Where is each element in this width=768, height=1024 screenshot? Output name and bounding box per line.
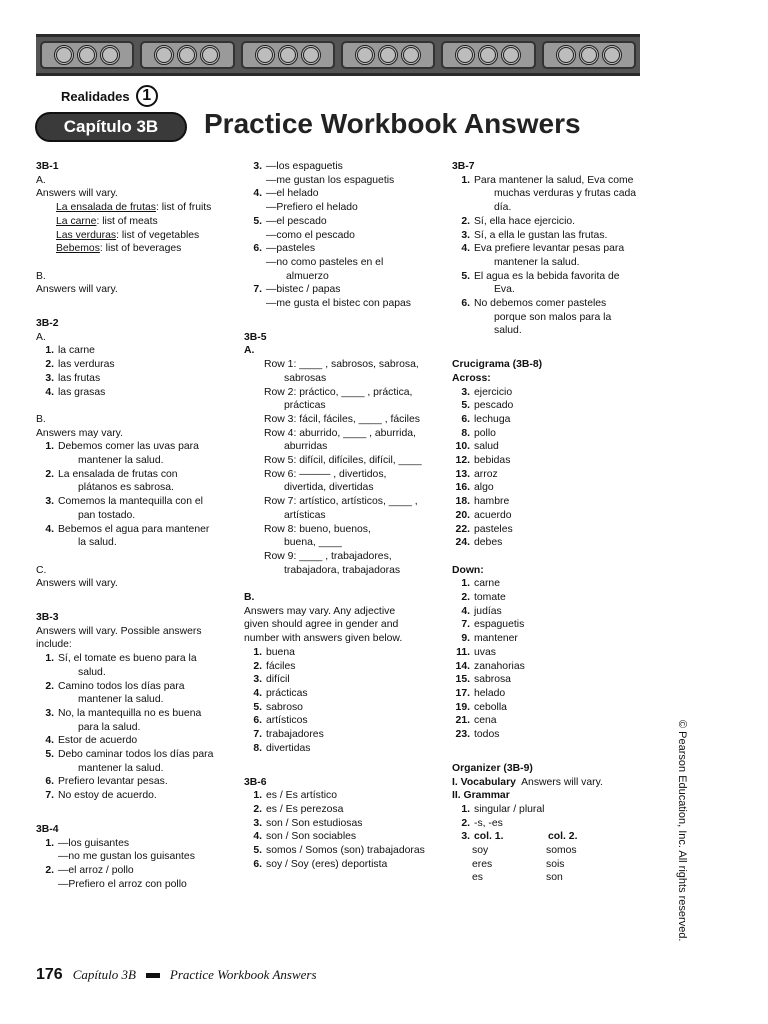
list-item: 3. ejercicio <box>461 386 513 398</box>
list-item: 2. -s, -es <box>461 817 503 829</box>
list-item: 21. cena <box>455 715 497 727</box>
list-item: 16. algo <box>455 482 494 494</box>
part-label: A. <box>36 331 46 343</box>
list-item: 5. pescado <box>461 400 514 412</box>
list-item: 19. cebolla <box>455 701 507 713</box>
list-item: La carne: list of meats <box>56 215 158 227</box>
section-title: 3B-3 <box>36 612 59 624</box>
page-title: Practice Workbook Answers <box>204 108 581 139</box>
list-item: 7. espaguetis <box>461 619 525 631</box>
list-item: 24. debes <box>455 537 503 549</box>
list-item: 4. Bebemos el agua para mantener la salud. <box>45 523 210 549</box>
banner-tile <box>40 41 134 69</box>
sub-heading: Across: <box>452 372 491 384</box>
section-title: 3B-4 <box>36 823 59 835</box>
list-item: 2. es / Es perezosa <box>253 803 344 815</box>
decorative-banner <box>36 34 640 76</box>
section-title: Crucigrama (3B-8) <box>452 359 543 371</box>
section-title: 3B-7 <box>452 161 475 172</box>
list-item: 3. —los espaguetis —me gustan los espaguetis <box>253 161 395 186</box>
list-item: 15. sabrosa <box>455 674 511 686</box>
list-item: 22. pasteles <box>455 523 513 535</box>
list-item: 12. bebidas <box>455 455 511 467</box>
answer-text: Answers may vary. Any adjective <box>244 605 396 617</box>
list-item: La ensalada de frutas: list of fruits <box>56 202 212 214</box>
banner-tile <box>441 41 535 69</box>
banner-tile <box>241 41 335 69</box>
answer-text: include: <box>36 639 72 651</box>
list-item: 5. Debo caminar todos los días para mantener la salud. <box>45 749 214 774</box>
list-item: 3. No, la mantequilla no es buena para la salud. <box>45 707 202 733</box>
list-item: 4. judías <box>461 605 502 617</box>
list-item: 8. pollo <box>461 427 496 439</box>
answer-text: Answers will vary. <box>36 188 118 200</box>
list-item: 6. No debemos comer pasteles porque son malos para la salud. <box>461 298 612 337</box>
list-item: 2. La ensalada de frutas con plátanos es sabrosa. <box>45 468 178 494</box>
list-item: 6. artísticos <box>253 715 308 727</box>
list-item: 1. Debemos comer las uvas para mantener la salud. <box>45 441 199 467</box>
list-item: 2. tomate <box>461 592 506 604</box>
column-2 <box>244 160 444 871</box>
answer-text: given should agree in gender and <box>244 619 399 631</box>
banner-tile <box>341 41 435 69</box>
list-item: 10. salud <box>455 441 499 453</box>
level-badge: 1 <box>136 85 158 107</box>
list-item: 1. carne <box>461 578 500 590</box>
table-row: Row 1: ____ , sabrosos, sabrosa, sabrosas <box>264 359 419 384</box>
list-item: 1. Sí, el tomate es bueno para la salud. <box>45 653 197 678</box>
answer-text: Answers will vary. <box>36 578 118 590</box>
table-row: Row 8: bueno, buenos, buena, ____ <box>264 523 371 549</box>
list-item: 6. —pasteles —no como pasteles en el almuerzo <box>253 243 384 282</box>
table-row: Row 6: ——— , divertidos, divertida, divertidas <box>264 468 387 494</box>
list-item: 4. —el helado —Prefiero el helado <box>253 188 358 214</box>
organizer-vocabulary: I. Vocabulary Answers will vary. <box>452 776 603 788</box>
list-item: 3. son / Son estudiosas <box>253 817 363 829</box>
list-item: 1. —los guisantes —no me gustan los guisantes <box>45 837 195 863</box>
list-item: 4. Eva prefiere levantar pesas para mantener la salud. <box>461 243 625 268</box>
table-row: Row 9: ____ , trabajadores, trabajadora, trabajadoras <box>264 550 401 576</box>
list-item: 14. zanahorias <box>455 660 525 672</box>
list-item: 6. soy / Soy (eres) deportista <box>253 858 388 870</box>
section-title: 3B-1 <box>36 161 59 172</box>
list-item: 5. El agua es la bebida favorita de Eva. <box>461 270 620 296</box>
list-item: 5. sabroso <box>253 701 303 713</box>
list-item: 6. Prefiero levantar pesas. <box>45 776 168 788</box>
answer-text: Answers will vary. <box>36 284 118 296</box>
list-item: 2. fáciles <box>253 660 296 672</box>
part-label: B. <box>244 592 255 604</box>
part-label: C. <box>36 564 47 576</box>
list-item: 7. trabajadores <box>253 729 324 741</box>
list-item: 17. helado <box>455 688 506 699</box>
list-item: 2. las verduras <box>45 359 115 371</box>
copyright-notice: © Pearson Education, Inc. All rights reserved. <box>676 720 688 942</box>
list-item: 3. las frutas <box>45 372 101 384</box>
list-item: 4. prácticas <box>253 688 308 699</box>
sub-heading: II. Grammar <box>452 790 510 802</box>
list-item: 18. hambre <box>455 496 510 508</box>
page-number: 176 <box>36 966 63 983</box>
realidades-text: Realidades <box>61 88 130 104</box>
list-item: 2. Camino todos los días para mantener la salud. <box>45 680 185 706</box>
column-1 <box>36 160 236 891</box>
list-item: 5. somos / Somos (son) trabajadoras <box>253 845 425 857</box>
section-title: Organizer (3B-9) <box>452 762 533 774</box>
list-item: 1. Para mantener la salud, Eva come muchas verduras y frutas cada día. <box>461 174 637 214</box>
part-label: B. <box>36 413 46 425</box>
banner-tile <box>542 41 636 69</box>
list-item: 5. —el pescado —como el pescado <box>253 215 355 241</box>
list-item: 7. —bistec / papas —me gusta el bistec con papas <box>253 284 411 310</box>
sub-heading: Down: <box>452 564 484 576</box>
table-row: Row 4: aburrido, ____ , aburrida, aburridas <box>264 427 416 453</box>
chapter-pill: Capítulo 3B <box>35 112 187 142</box>
table-row: Row 5: difícil, difíciles, difícil, ____ <box>264 455 422 467</box>
list-item: 9. mantener <box>461 633 518 645</box>
table-row: soy somos <box>472 845 577 857</box>
list-item: 2. —el arroz / pollo —Prefiero el arroz con pollo <box>45 865 187 890</box>
list-item: 13. arroz <box>455 468 498 480</box>
answer-text: Answers may vary. <box>36 427 123 439</box>
list-item: 3. Comemos la mantequilla con el pan tostado. <box>45 496 203 521</box>
list-item: 6. lechuga <box>461 413 511 425</box>
section-title: 3B-6 <box>244 776 267 788</box>
list-item: 2. Sí, ella hace ejercicio. <box>461 215 576 227</box>
footer-separator <box>146 973 160 978</box>
list-item: 3. col. 1. col. 2. <box>461 831 578 843</box>
list-item: 11. uvas <box>456 646 496 658</box>
series-label <box>61 85 158 107</box>
list-item: 7. No estoy de acuerdo. <box>45 790 157 802</box>
list-item: 20. acuerdo <box>455 509 512 521</box>
list-item: Las verduras: list of vegetables <box>56 229 200 241</box>
footer-chapter: Capítulo 3B <box>72 967 136 982</box>
answer-text: number with answers given below. <box>244 633 403 645</box>
list-item: 4. las grasas <box>45 386 106 398</box>
list-item: 1. es / Es artístico <box>253 790 338 802</box>
section-title: 3B-2 <box>36 318 59 330</box>
part-label: B. <box>36 270 46 282</box>
section-title: 3B-5 <box>244 331 267 343</box>
list-item: 3. Sí, a ella le gustan las frutas. <box>461 229 608 241</box>
list-item: 4. Estor de acuerdo <box>45 735 138 747</box>
part-label: A. <box>244 345 255 357</box>
table-row: Row 7: artístico, artísticos, ____ , artísticas <box>264 496 418 521</box>
column-3 <box>452 160 652 885</box>
list-item: 1. singular / plural <box>461 803 545 815</box>
banner-tile <box>140 41 234 69</box>
list-item: 23. todos <box>455 729 500 741</box>
table-row: Row 2: práctico, ____ , práctica, prácticas <box>264 386 413 412</box>
list-item: 8. divertidas <box>253 742 311 754</box>
page-footer <box>36 966 317 984</box>
answer-text: Answers will vary. Possible answers <box>36 625 202 637</box>
table-row: eres sois <box>472 858 565 870</box>
list-item: Bebemos: list of beverages <box>56 243 182 255</box>
part-label: A. <box>36 174 46 186</box>
list-item: 1. buena <box>253 646 295 658</box>
table-row: Row 3: fácil, fáciles, ____ , fáciles <box>264 413 420 425</box>
list-item: 3. difícil <box>253 674 290 686</box>
table-row: es son <box>472 872 563 884</box>
footer-section: Practice Workbook Answers <box>169 967 317 982</box>
list-item: 1. la carne <box>45 345 95 357</box>
list-item: 4. son / Son sociables <box>253 831 357 843</box>
